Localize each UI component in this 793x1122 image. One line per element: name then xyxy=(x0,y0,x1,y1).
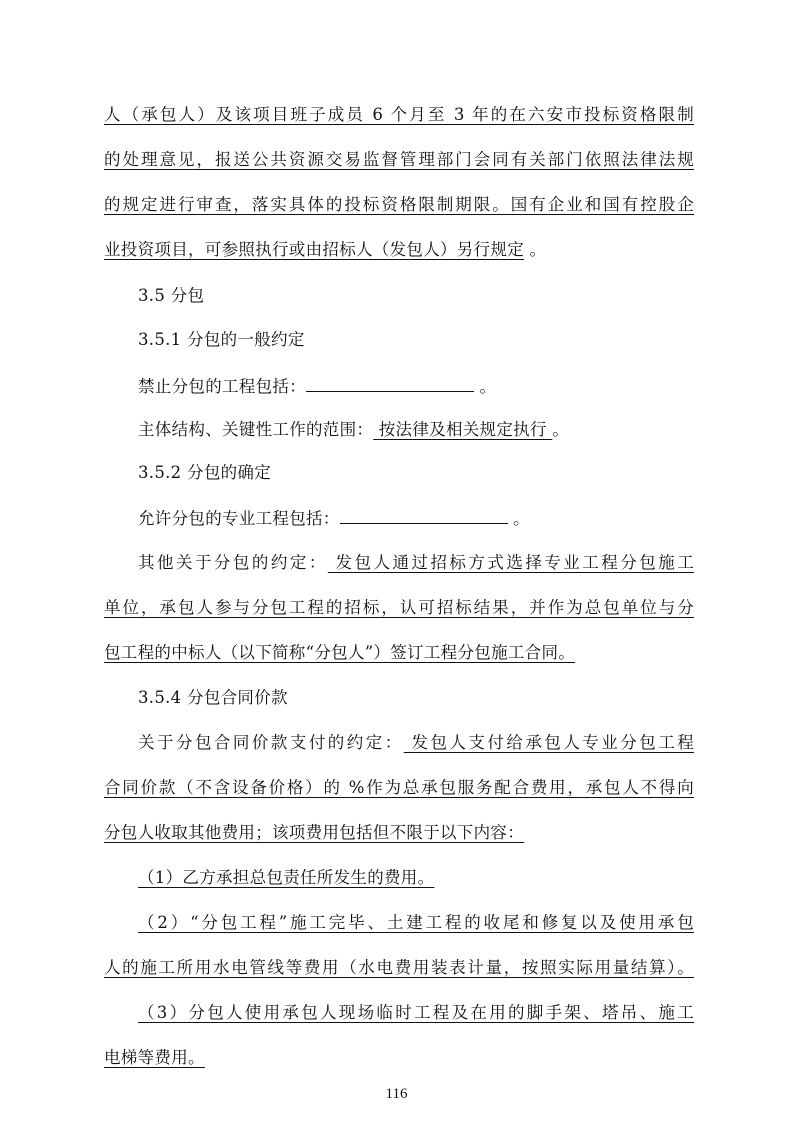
paragraph-line xyxy=(104,821,694,845)
paragraph-line: 的规定进行审查，落实具体的投标资格限制期限。国有企业和国有控股企 xyxy=(104,195,694,214)
paragraph-line: 合同价款（不含设备价格）的 %作为总承包服务配合费用，承包人不得向 xyxy=(104,778,694,797)
period: 。 xyxy=(507,509,530,528)
paragraph-line: 人（承包人）及该项目班子成员 6 个月至 3 年的在六安市投标资格限制 xyxy=(104,105,694,124)
period: 。 xyxy=(474,377,497,396)
underlined-text: 电梯等费用。 xyxy=(104,1048,205,1067)
field-label: 禁止分包的工程包括： xyxy=(138,377,306,396)
field-label: 主体结构、关键性工作的范围： xyxy=(138,420,374,439)
fill-in-blank[interactable] xyxy=(340,505,508,524)
list-item xyxy=(138,866,694,890)
field-label: 其他关于分包的约定： xyxy=(138,553,328,572)
paragraph-line: 单位，承包人参与分包工程的招标，认可招标结果，并作为总包单位与分 xyxy=(104,598,694,617)
period: 。 xyxy=(552,420,570,439)
page-number: 116 xyxy=(385,1086,408,1102)
underlined-text: （1）乙方承担总包责任所发生的费用。 xyxy=(138,868,435,887)
section-heading: 3.5.1 分包的一般约定 xyxy=(138,330,305,349)
field-value: 按法律及相关规定执行 xyxy=(373,420,553,439)
paragraph-line: 人的施工所用水电管线等费用（水电费用装表计量，按照实际用量结算）。 xyxy=(104,958,694,977)
underlined-text: 包工程的中标人（以下简称“分包人”）签订工程分包施工合同。 xyxy=(104,643,576,662)
field-label: 允许分包的专业工程包括： xyxy=(138,509,340,528)
form-line xyxy=(138,505,694,529)
paragraph-line: 的处理意见，报送公共资源交易监督管理部门会同有关部门依照法律法规 xyxy=(104,150,694,169)
form-line xyxy=(138,373,694,397)
field-value: 发包人通过招标方式选择专业工程分包施工 xyxy=(327,553,694,572)
section-heading: 3.5.2 分包的确定 xyxy=(138,463,272,482)
period: 。 xyxy=(524,240,547,259)
form-line xyxy=(138,731,694,755)
section-heading: 3.5 分包 xyxy=(138,286,205,305)
paragraph-line xyxy=(104,1046,694,1070)
fill-in-blank[interactable] xyxy=(306,373,474,392)
paragraph-line xyxy=(104,238,694,262)
section-heading: 3.5.4 分包合同价款 xyxy=(138,688,288,707)
field-value: 发包人支付给承包人专业分包工程 xyxy=(403,733,694,752)
paragraph-line xyxy=(104,641,694,665)
field-label: 关于分包合同价款支付的约定： xyxy=(138,733,404,752)
underlined-text: 分包人收取其他费用；该项费用包括但不限于以下内容： xyxy=(104,823,524,842)
list-item: （2）“分包工程”施工完毕、土建工程的收尾和修复以及使用承包 xyxy=(138,913,694,932)
form-line xyxy=(138,418,694,442)
form-line xyxy=(138,551,694,575)
list-item: （3）分包人使用承包人现场临时工程及在用的脚手架、塔吊、施工 xyxy=(138,1003,694,1022)
underlined-text: 业投资项目，可参照执行或由招标人（发包人）另行规定 xyxy=(104,240,524,259)
